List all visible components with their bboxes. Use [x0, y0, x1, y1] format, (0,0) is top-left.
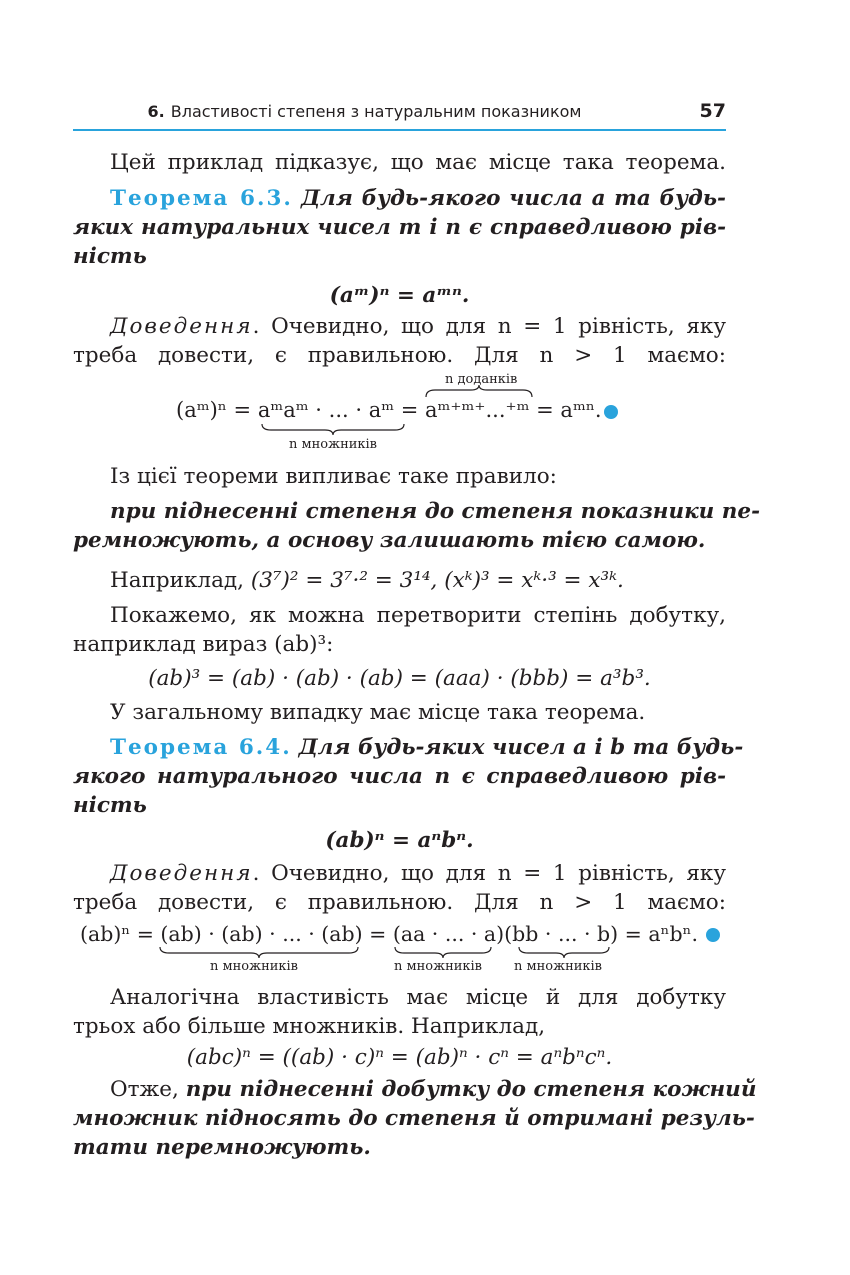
theorem-6-3-line-3: ність	[73, 244, 147, 269]
product-line-1: Покажемо, як можна перетворити степінь добутку,	[110, 603, 726, 628]
theorem-6-4-formula: (ab)ⁿ = aⁿbⁿ.	[325, 828, 474, 853]
under-brace-b	[518, 946, 610, 958]
proof-2-line-1	[73, 859, 726, 889]
proof-1-line-1	[73, 312, 726, 342]
theorem-6-4-line-2: якого натурального числа n є справедливою рів-	[73, 764, 726, 789]
under-brace	[261, 423, 405, 435]
theorem-6-4-line-3: ність	[73, 793, 147, 818]
rule-intro: Із цієї теореми випливає таке правило:	[110, 464, 557, 489]
product-line-2: наприклад вираз (ab)³:	[73, 632, 334, 657]
header-rule	[73, 129, 726, 131]
theorem-6-3-line-1	[73, 184, 726, 214]
formula-abc: (abc)ⁿ = ((ab) · c)ⁿ = (ab)ⁿ · cⁿ = aⁿbⁿcⁿ.	[186, 1045, 613, 1070]
theorem-6-4-text-1: Для будь-яких чисел a і b та будь-	[298, 735, 744, 760]
conclusion-text-1: при піднесенні добутку до степеня кожний	[185, 1077, 757, 1102]
theorem-6-4-line-1	[73, 733, 744, 763]
theorem-6-3-label: Теорема 6.3.	[110, 186, 293, 211]
under-brace-ab-label: n множників	[210, 959, 298, 974]
under-brace-b-label: n множників	[514, 959, 602, 974]
analog-line-2: трьох або більше множників. Наприклад,	[73, 1014, 546, 1039]
proof-1-label: Доведення	[110, 314, 253, 339]
chapter-heading	[73, 102, 656, 121]
example-1	[73, 566, 726, 596]
conclusion-line-2: множник підносять до степеня й отримані резуль-	[73, 1106, 755, 1131]
theorem-6-3-formula: (aᵐ)ⁿ = aᵐⁿ.	[329, 283, 470, 308]
proof-2-label: Доведення	[110, 861, 253, 886]
conclusion-lead: Отже,	[110, 1077, 179, 1102]
page-number: 57	[699, 100, 726, 122]
proof-2-text-1: . Очевидно, що для n = 1 рівність, яку	[252, 861, 726, 886]
proof-2-formula: (ab)ⁿ = (ab) · (ab) · ... · (ab) = (aa · ... · a)(bb · ... · b) = aⁿbⁿ.	[80, 922, 698, 946]
example-1-formula: (3⁷)² = 3⁷·² = 3¹⁴, (xᵏ)³ = xᵏ·³ = x³ᵏ.	[250, 568, 624, 593]
running-header	[73, 96, 726, 130]
under-brace-a	[394, 946, 492, 958]
example-1-lead: Наприклад,	[110, 568, 244, 593]
over-brace	[425, 388, 533, 398]
paragraph-general: У загальному випадку має місце така теорема.	[110, 700, 646, 725]
proof-1-text-1: . Очевидно, що для n = 1 рівність, яку	[252, 314, 726, 339]
end-of-proof-2-marker	[706, 928, 720, 942]
rule-line-2: ремножують, а основу залишають тією самою.	[73, 528, 706, 553]
conclusion-line-1	[73, 1075, 757, 1105]
analog-line-1: Аналогічна властивість має місце й для добутку	[110, 985, 726, 1010]
conclusion-line-3: тати перемножують.	[73, 1135, 371, 1160]
proof-1-line-2: треба довести, є правильною. Для n > 1 маємо:	[73, 343, 726, 368]
over-brace-label: n доданків	[445, 372, 518, 387]
theorem-6-4-label: Теорема 6.4.	[110, 735, 292, 760]
paragraph-intro: Цей приклад підказує, що має місце така теорема.	[110, 150, 726, 175]
theorem-6-3-line-2: яких натуральних чисел m і n є справедливою рів-	[73, 215, 726, 240]
rule-line-1: при піднесенні степеня до степеня показники пе-	[110, 499, 761, 524]
under-brace-ab	[159, 946, 359, 958]
chapter-title: Властивості степеня з натуральним показником	[170, 102, 582, 121]
formula-ab-cubed: (ab)³ = (ab) · (ab) · (ab) = (aaa) · (bbb) = a³b³.	[148, 666, 651, 691]
chapter-number: 6.	[147, 102, 165, 121]
end-of-proof-1-marker	[604, 405, 618, 419]
proof-1-formula: (aᵐ)ⁿ = aᵐaᵐ · ... · aᵐ = aᵐ⁺ᵐ⁺...⁺ᵐ = aᵐⁿ.	[176, 398, 602, 422]
theorem-6-3-text-1: Для будь-якого числа a та будь-	[300, 186, 726, 211]
under-brace-label: n множників	[289, 437, 377, 452]
under-brace-a-label: n множників	[394, 959, 482, 974]
proof-2-line-2: треба довести, є правильною. Для n > 1 маємо:	[73, 890, 726, 915]
